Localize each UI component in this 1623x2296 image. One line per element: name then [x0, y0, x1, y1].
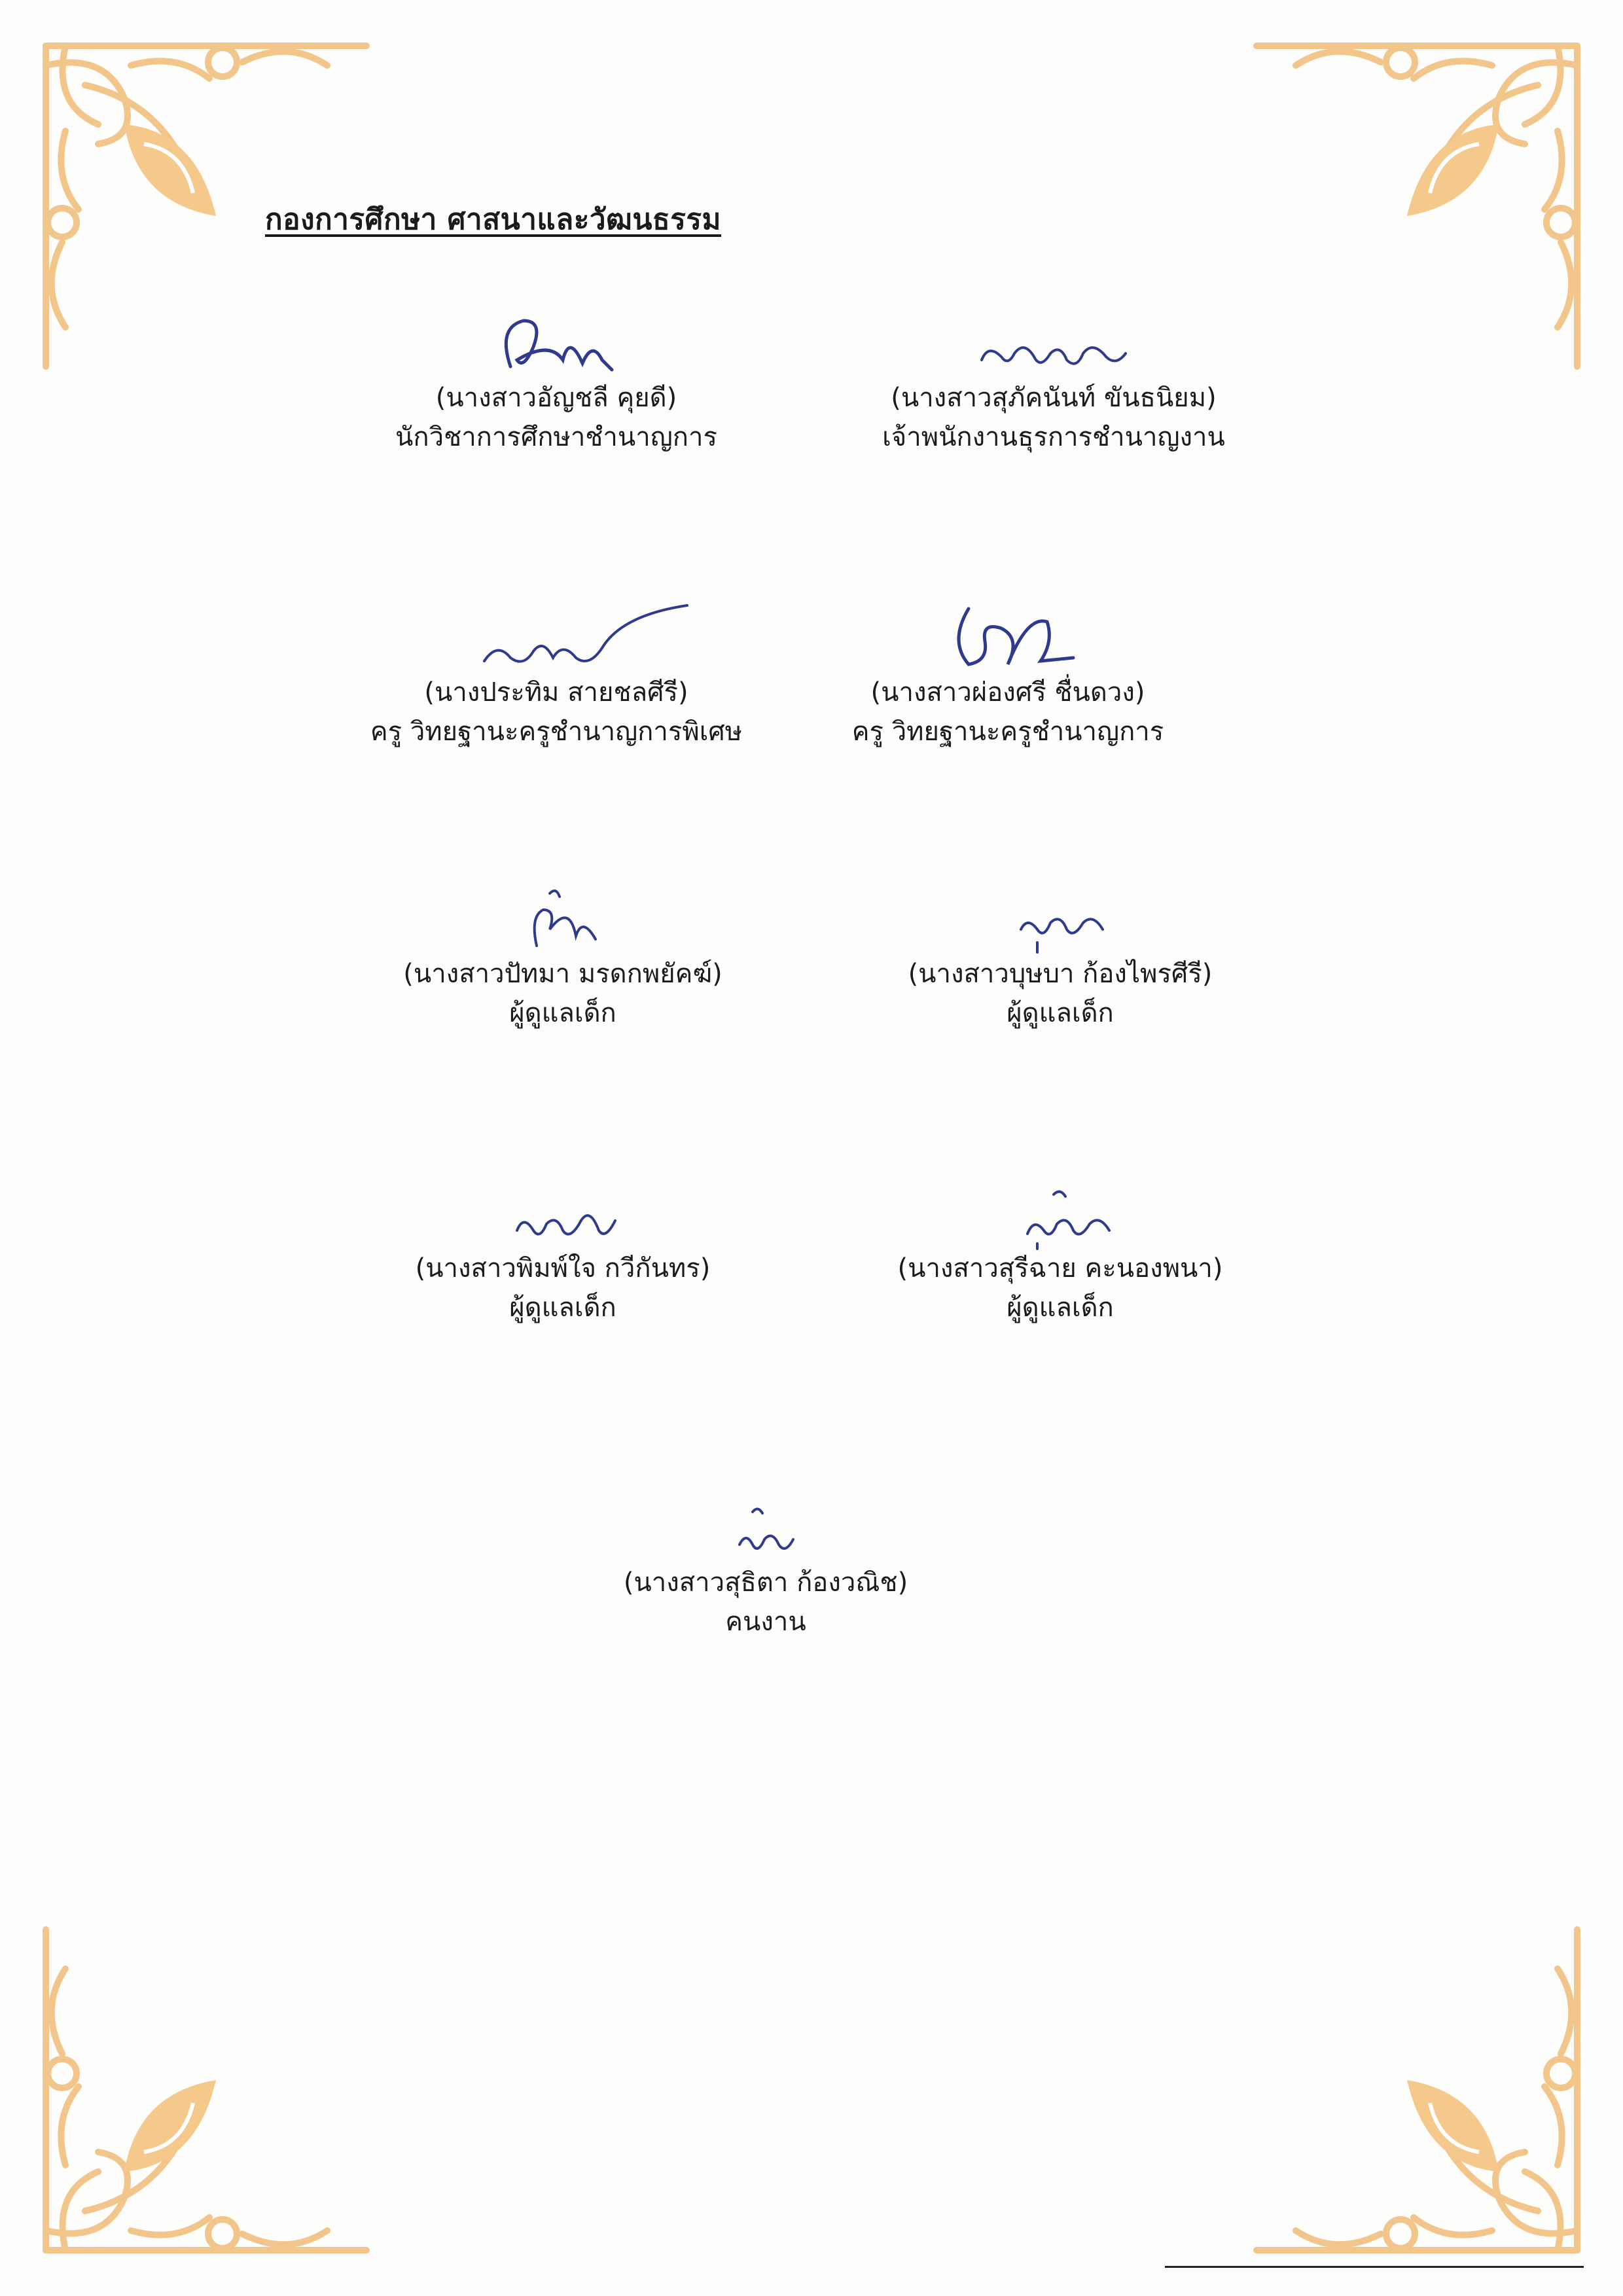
signatory-name: (นางสาวพิมพ์ใจ กวีกันทร): [415, 1253, 711, 1283]
signatory-name: (นางสาวปัทมา มรดกพยัคฆ์): [403, 959, 722, 989]
corner-ornament-bottom-right: [1230, 1903, 1597, 2270]
signature-block: [805, 308, 1302, 458]
ornament-icon: [1230, 1903, 1597, 2270]
signatory-title: เจ้าพนักงานธุรการชำนาญงาน: [882, 422, 1225, 452]
signatory-name: (นางสาวอัญชลี คุยดี): [435, 383, 677, 413]
handwritten-signature: [308, 602, 805, 674]
signature-block: [812, 1178, 1309, 1329]
signatory-title: ผู้ดูแลเด็ก: [1007, 1293, 1114, 1323]
handwritten-signature: [314, 884, 812, 956]
signatory-title: คนงาน: [725, 1607, 806, 1637]
signatory-title: ผู้ดูแลเด็ก: [509, 998, 616, 1028]
signatory-title: ครู วิทยฐานะครูชำนาญการพิเศษ: [370, 717, 743, 747]
ornament-icon: [26, 1903, 393, 2270]
signatory-name: (นางสาวสุภัคนันท์ ขันธนิยม): [891, 383, 1217, 413]
corner-ornament-bottom-left: [26, 1903, 393, 2270]
handwritten-signature: [812, 884, 1309, 956]
signatory-name: (นางสาวสุรีฉาย คะนองพนา): [897, 1253, 1223, 1283]
signature-block: [308, 602, 805, 753]
signatory-title: ผู้ดูแลเด็ก: [1007, 998, 1114, 1028]
handwritten-signature: [805, 308, 1302, 380]
section-heading: กองการศึกษา ศาสนาและวัฒนธรรม: [265, 203, 722, 236]
footer-rule: [1165, 2266, 1584, 2268]
signature-block: [517, 1492, 1014, 1643]
signature-block: [314, 884, 812, 1034]
signature-block: [314, 1178, 812, 1329]
signatory-name: (นางสาวผ่องศรี ชื่นดวง): [870, 677, 1145, 708]
handwritten-signature: [314, 1178, 812, 1250]
signatory-name: (นางสาวบุษบา ก้องไพรศีรี): [908, 959, 1213, 989]
signatory-title: ผู้ดูแลเด็ก: [509, 1293, 616, 1323]
signature-block: [308, 308, 805, 458]
handwritten-signature: [812, 1178, 1309, 1250]
signatory-title: นักวิชาการศึกษาชำนาญการ: [395, 422, 717, 452]
signatory-name: (นางประทิม สายชลศีรี): [424, 677, 688, 708]
signature-block: [759, 602, 1257, 753]
signature-block: [812, 884, 1309, 1034]
signatory-title: ครู วิทยฐานะครูชำนาญการ: [851, 717, 1164, 747]
handwritten-signature: [517, 1492, 1014, 1564]
handwritten-signature: [759, 602, 1257, 674]
handwritten-signature: [308, 308, 805, 380]
signatory-name: (นางสาวสุธิตา ก้องวณิช): [623, 1568, 908, 1598]
